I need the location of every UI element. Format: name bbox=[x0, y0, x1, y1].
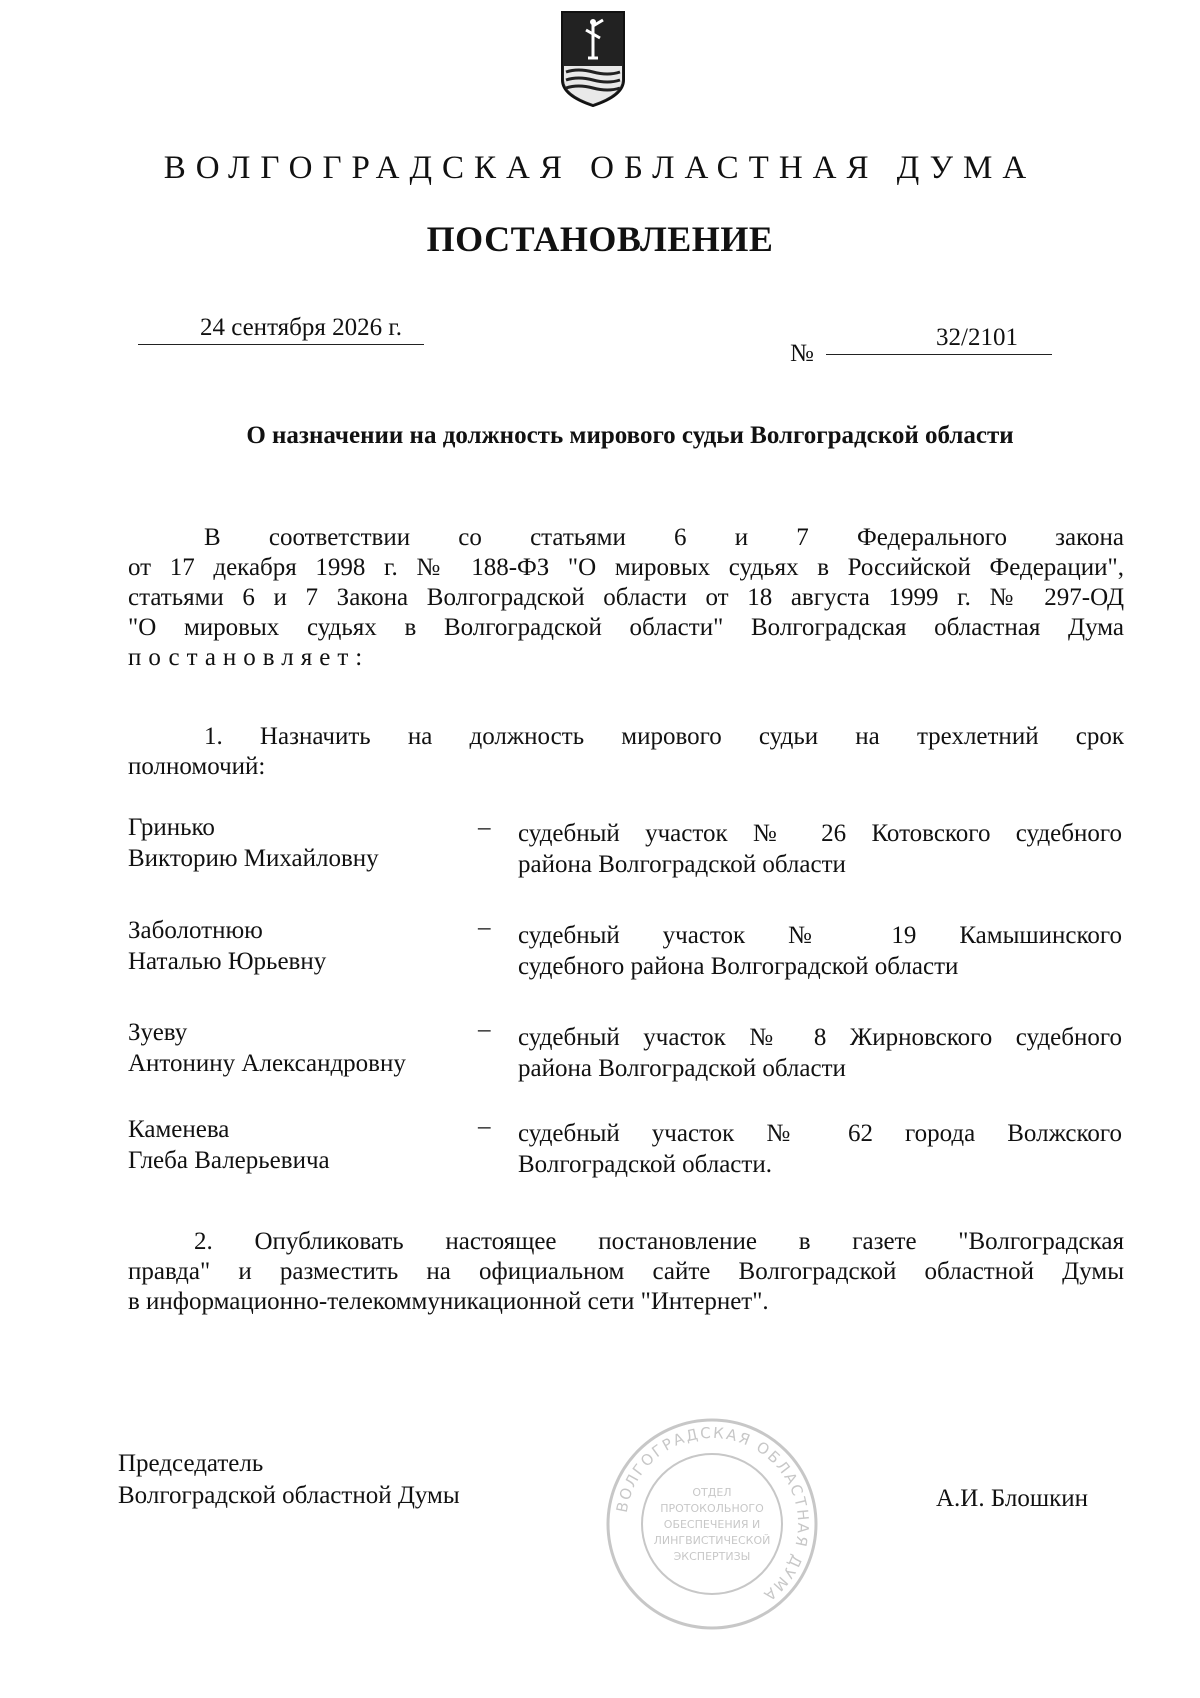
number-block bbox=[826, 324, 1052, 355]
item2-line: правда" и разместить на официальном сайте Волгоградской областной Думы bbox=[128, 1258, 1124, 1285]
signatory-position-line: Председатель bbox=[118, 1450, 264, 1477]
signatory-position bbox=[118, 1448, 460, 1512]
stamp-center-line: ОТДЕЛ bbox=[692, 1486, 732, 1499]
document-type: ПОСТАНОВЛЕНИЕ bbox=[426, 219, 774, 259]
number-sign: № bbox=[790, 340, 814, 367]
stamp-center-line: ЭКСПЕРТИЗЫ bbox=[673, 1550, 751, 1563]
appointee-surname: Зуеву bbox=[128, 1019, 188, 1046]
appointee-name bbox=[128, 915, 468, 977]
document-subject: О назначении на должность мирового судьи Волгоградской области bbox=[246, 422, 1014, 449]
appointee-given-names: Глеба Валерьевича bbox=[128, 1147, 330, 1174]
court-district-line: района Волгоградской области bbox=[518, 851, 846, 878]
date-block bbox=[138, 314, 424, 345]
court-district-line: судебный участок № 19 Камышинского bbox=[518, 922, 1122, 949]
dash: – bbox=[478, 1016, 491, 1043]
coat-of-arms-icon bbox=[558, 8, 628, 108]
dash: – bbox=[478, 1113, 491, 1140]
appointee-given-names: Наталью Юрьевну bbox=[128, 948, 327, 975]
signatory-name: А.И. Блошкин bbox=[936, 1485, 1089, 1512]
court-district-line: судебного района Волгоградской области bbox=[518, 953, 959, 980]
court-district bbox=[518, 1022, 1122, 1084]
appointee-name bbox=[128, 812, 468, 874]
preamble-paragraph bbox=[128, 523, 1124, 673]
appointee-given-names: Викторию Михайловну bbox=[128, 845, 379, 872]
document-number: 32/2101 bbox=[936, 324, 1018, 351]
preamble-line: статьями 6 и 7 Закона Волгоградской области от 18 августа 1999 г. № 297-ОД bbox=[128, 584, 1124, 611]
signatory-position-line: Волгоградской областной Думы bbox=[118, 1482, 460, 1509]
item1-line: полномочий: bbox=[128, 753, 266, 780]
stamp-ring-text: ВОЛГОГРАДСКАЯ ОБЛАСТНАЯ ДУМА bbox=[612, 1423, 813, 1606]
appointee-given-names: Антонину Александровну bbox=[128, 1050, 406, 1077]
preamble-line: "О мировых судьях в Волгоградской области" Волгоградская областная Дума bbox=[128, 614, 1124, 641]
court-district-line: судебный участок № 26 Котовского судебного bbox=[518, 820, 1122, 847]
stamp-center-line: ОБЕСПЕЧЕНИЯ И bbox=[663, 1518, 761, 1531]
date-underline bbox=[138, 344, 424, 345]
appointee-surname: Гринько bbox=[128, 814, 215, 841]
preamble-closing: постановляет: bbox=[128, 644, 370, 671]
item2-paragraph bbox=[128, 1227, 1124, 1317]
dash: – bbox=[478, 814, 491, 841]
stamp-center-line: ЛИНГВИСТИЧЕСКОЙ bbox=[653, 1534, 771, 1547]
document-date: 24 сентября 2026 г. bbox=[199, 314, 403, 341]
court-district bbox=[518, 818, 1122, 880]
appointee-surname: Заболотнюю bbox=[128, 917, 263, 944]
item2-line: в информационно-телекоммуникационной сети "Интернет". bbox=[128, 1288, 769, 1315]
appointee-name bbox=[128, 1114, 468, 1176]
item2-line: 2. Опубликовать настоящее постановление в газете "Волгоградская bbox=[194, 1228, 1124, 1255]
preamble-line: от 17 декабря 1998 г. № 188-ФЗ "О мировых судьях в Российской Федерации", bbox=[128, 554, 1124, 581]
court-district-line: судебный участок № 62 города Волжского bbox=[518, 1120, 1122, 1147]
number-underline bbox=[826, 354, 1052, 355]
appointee-name bbox=[128, 1017, 468, 1079]
court-district bbox=[518, 920, 1122, 982]
organization-title: ВОЛГОГРАДСКАЯ ОБЛАСТНАЯ ДУМА bbox=[163, 150, 1037, 186]
official-stamp-icon bbox=[602, 1414, 822, 1634]
court-district-line: района Волгоградской области bbox=[518, 1055, 846, 1082]
item1-paragraph bbox=[128, 722, 1124, 782]
appointee-surname: Каменева bbox=[128, 1116, 230, 1143]
preamble-line: В соответствии со статьями 6 и 7 Федерального закона bbox=[204, 524, 1124, 551]
court-district bbox=[518, 1118, 1122, 1180]
item1-line: 1. Назначить на должность мирового судьи на трехлетний срок bbox=[204, 723, 1124, 750]
court-district-line: Волгоградской области. bbox=[518, 1151, 772, 1178]
court-district-line: судебный участок № 8 Жирновского судебного bbox=[518, 1024, 1122, 1051]
stamp-center-line: ПРОТОКОЛЬНОГО bbox=[660, 1502, 764, 1515]
dash: – bbox=[478, 914, 491, 941]
